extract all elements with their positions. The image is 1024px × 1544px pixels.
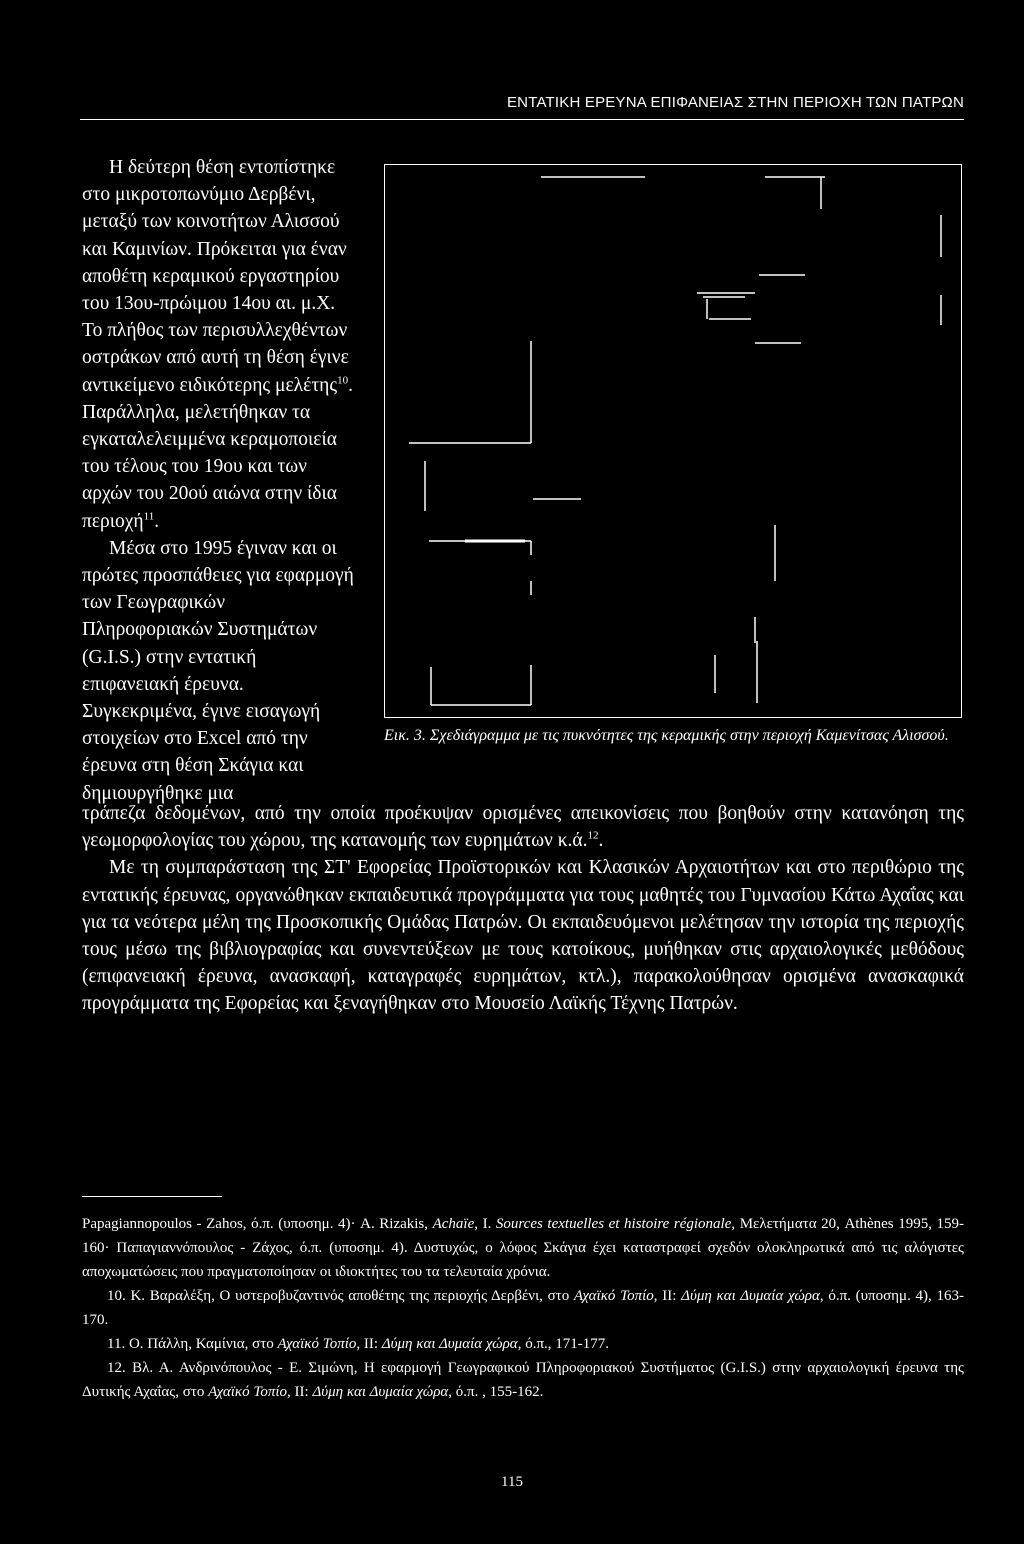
footnote-italic: Sources textuelles et histoire régionale,: [495, 1216, 736, 1232]
figure-caption-text: Σχεδιάγραμμα με τις πυκνότητες της κεραμικής στην περιοχή Καμενίτσας Αλισσού.: [429, 727, 949, 744]
footnote-italic: Αχαϊκό Τοπίο: [277, 1336, 357, 1352]
paragraph-1: [82, 154, 354, 535]
footnote-11: [82, 1332, 964, 1356]
footnote-ref-12: 12: [587, 829, 599, 842]
footnote-text: 10. Κ. Βαραλέξη, Ο υστεροβυζαντινός αποθέτης της περιοχής Δερβένι, στο: [107, 1288, 574, 1304]
paragraph-1-text: Η δεύτερη θέση εντοπίστηκε στο μικροτοπωνύμιο Δερβένι, μεταξύ των κοινοτήτων Αλισσού και Καμινίων. Πρόκειται για έναν αποθέτη κεραμικού εργαστηρίου του 13ου-πρώιμου 14ου αι. μ.Χ. Το πλήθος των περισυλλεχθέντων οστράκων από αυτή τη θέση έγινε αντικείμενο ειδικότερης μελέτης: [82, 157, 349, 396]
footnote-italic: Δύμη και Δυμαία χώρα: [681, 1288, 820, 1304]
footnote-ref-10: 10: [337, 374, 349, 387]
footnote-italic: Αχαϊκό Τοπίο: [208, 1384, 288, 1400]
footnote-continuation: [82, 1212, 964, 1284]
footnote-italic: Δύμη και Δυμαία χώρα: [381, 1336, 518, 1352]
footnote-text: , ό.π. (υποσημ. 4), 163-170.: [82, 1288, 964, 1328]
figure-caption-label: Εικ. 3.: [384, 727, 426, 744]
footnote-text: , ό.π. , 155-162.: [448, 1384, 544, 1400]
page-number: 115: [501, 1474, 523, 1490]
footnote-text: , ΙΙ:: [287, 1384, 313, 1400]
footnote-rule: [82, 1196, 222, 1197]
footnote-italic: Achaïe: [432, 1216, 475, 1232]
footnote-text: , ΙΙ:: [356, 1336, 382, 1352]
density-sketch-drawing: [385, 165, 963, 719]
figure-caption: [384, 724, 974, 748]
paragraph-2-end: .: [598, 830, 604, 852]
footnote-italic: Δύμη και Δυμαία χώρα: [312, 1384, 449, 1400]
paragraph-1-text-cont: . Παράλληλα, μελετήθηκαν τα εγκαταλελειμμένα κεραμοποιεία του τέλους του 19ου και των αρχών του 20ού αιώνα στην ίδια περιοχή: [82, 374, 353, 532]
paragraph-1-end: .: [154, 510, 160, 532]
footnote-italic: Αχαϊκό Τοπίο: [573, 1288, 654, 1304]
footnote-text: Papagiannopoulos - Zahos, ό.π. (υποσημ. 4)· A. Rizakis,: [82, 1216, 433, 1232]
paragraph-2-cont-text: τράπεζα δεδομένων, από την οποία προέκυψαν ορισμένες απεικονίσεις που βοηθούν στην κατανόηση της γεωμορφολογίας του χώρου, της κατανομής των ευρημάτων κ.ά.: [82, 803, 964, 852]
footnote-text: Μελετήματα 20, Athènes 1995, 159-160· Παπαγιαννόπουλος - Ζάχος, ό.π. (υποσημ. 4). Δυστυχώς, ο λόφος Σκάγια έχει καταστραφεί σχεδόν ολοκληρωτικά από τις αλόγιστες αποχωματώσεις που πραγματοποίησαν οι ιδιοκτήτες του τα τελευταία χρόνια.: [82, 1216, 965, 1280]
footnote-text: 11. Ο. Πάλλη, Καμίνια, στο: [107, 1336, 278, 1352]
footnotes: [82, 1212, 964, 1404]
paragraph-3: Με τη συμπαράσταση της ΣΤ' Εφορείας Προϊστορικών και Κλασικών Αρχαιοτήτων και στο περιθώριο της εντατικής έρευνας, οργανώθηκαν εκπαιδευτικά προγράμματα για τους μαθητές του Γυμνασίου Κάτω Αχαΐας και για τα νεότερα μέλη της Προσκοπικής Ομάδας Πατρών. Οι εκπαιδευόμενοι μελέτησαν την ιστορία της περιοχής τους μέσω της βιβλιογραφίας και συνεντεύξεων με τους κατοίκους, μυήθηκαν στις αρχαιολογικές μεθόδους (επιφανειακή έρευνα, ανασκαφή, καταγραφές ευρημάτων, κτλ.), παρακολούθησαν ορισμένα ανασκαφικά προγράμματα της Εφορείας και ξεναγήθηκαν στο Μουσείο Λαϊκής Τέχνης Πατρών.: [82, 857, 964, 1015]
footnote-text: , I.: [474, 1216, 496, 1232]
paragraph-2: Μέσα στο 1995 έγιναν και οι πρώτες προσπάθειες για εφαρμογή των Γεωγραφικών Πληροφοριακών Συστημάτων (G.I.S.) στην εντατική επιφανειακή έρευνα. Συγκεκριμένα, έγινε εισαγωγή στοιχείων στο Excel από την έρευνα στη θέση Σκάγια και δημιουργήθηκε μια: [82, 537, 354, 804]
footnote-text: 12. Βλ. Α. Ανδρινόπουλος - Ε. Σιμώνη, Η εφαρμογή Γεωγραφικού Πληροφοριακού Συστήματος (G.I.S.) στην αρχαιολογική έρευνα της Δυτικής Αχαΐας, στο: [82, 1360, 964, 1400]
running-header: ΕΝΤΑΤΙΚΗ ΕΡΕΥΝΑ ΕΠΙΦΑΝΕΙΑΣ ΣΤΗΝ ΠΕΡΙΟΧΗ ΤΩΝ ΠΑΤΡΩΝ: [506, 94, 964, 111]
header-rule: [80, 119, 964, 120]
main-text: [82, 800, 964, 1018]
footnote-text: , ΙΙ:: [653, 1288, 682, 1304]
paragraph-2-continued: [82, 800, 964, 854]
footnote-12: [82, 1356, 964, 1404]
density-sketch-figure: [384, 164, 962, 718]
footnote-ref-11: 11: [143, 510, 155, 523]
footnote-text: , ό.π., 171-177.: [517, 1336, 610, 1352]
left-column-text: [82, 154, 354, 807]
footnote-10: [82, 1284, 964, 1332]
